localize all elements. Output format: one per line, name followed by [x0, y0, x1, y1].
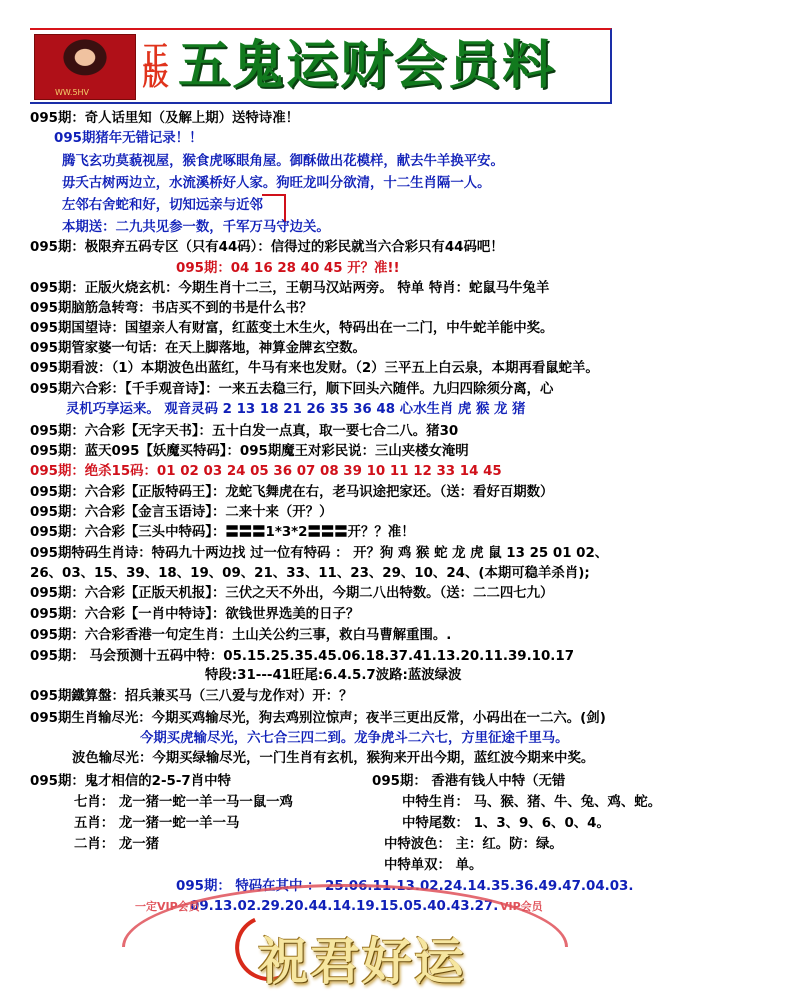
text-line: 095期：极限弃五码专区（只有44码）：信得过的彩民就当六合彩只有44码吧！: [30, 240, 504, 255]
text-line: 中特尾数： 1、3、9、6、0、4。: [402, 816, 610, 831]
stamp-text-left: 一定VIP会员: [135, 900, 200, 913]
text-line: 095期：六合彩香港一句定生肖：土山关公约三事，救白马曹解重围。.: [30, 628, 452, 643]
text-line: 26、03、15、39、18、19、09、21、33、11、23、29、10、24、(本期可稳羊杀肖);: [30, 566, 590, 581]
text-line: 095期：04 16 28 40 45 开？准!!: [176, 261, 400, 276]
text-line: 095期特码生肖诗：特码九十两边找 过一位有特码 ： 开？狗 鸡 猴 蛇 龙 虎 鼠 13 25 01 02、: [30, 546, 609, 561]
text-line: 095期鐵算盤：招兵兼买马（三八爱与龙作对）开：？: [30, 689, 353, 704]
text-line: 095期： 香港有钱人中特（无错: [372, 774, 566, 789]
text-line: 095期猪年无错记录！！: [54, 131, 203, 146]
text-line: 中特单双： 单。: [384, 858, 483, 873]
text-line: 095期：六合彩【无字天书】：五十白发一点真，取一要七合二八。猪30: [30, 424, 459, 439]
text-line: 09.13.02.29.20.44.14.19.15.05.40.43.27.: [190, 899, 499, 914]
text-line: 095期生肖输尽光：今期买鸡输尽光，狗去鸡别泣惊声；夜半三更出反常，小码出在一二六。(剑): [30, 711, 606, 726]
portrait-image: [34, 34, 136, 100]
text-line: 095期：正版火烧玄机：今期生肖十二三，王朝马汉站两旁。 特单 特肖：蛇鼠马牛兔羊: [30, 281, 550, 296]
text-line: 特段:31---41旺尾:6.4.5.7波路:蓝波绿波: [205, 668, 462, 683]
text-line: 五肖： 龙一猪一蛇一羊一马: [74, 816, 240, 831]
text-line: 095期管家婆一句话：在天上脚落地，神算金牌玄空数。: [30, 341, 366, 356]
text-line: 本期送：二九共见参一数，千军万马守边关。: [62, 220, 330, 235]
text-line: 095期：鬼才相信的2-5-7肖中特: [30, 774, 231, 789]
footer-blessing: 祝君好运: [258, 932, 466, 991]
text-line: 毋夭古树两边立，水流溪桥好人家。狗旺龙叫分欲清，十二生肖隔一人。: [62, 176, 491, 191]
text-line: 095期：绝杀15码：01 02 03 24 05 36 07 08 39 10 11 12 33 14 45: [30, 464, 502, 479]
text-line: 二肖： 龙一猪: [74, 837, 160, 852]
zhengban-badge: 正版: [138, 42, 168, 82]
text-line: 095期：六合彩【金言玉语诗】：二来十来（开？）: [30, 505, 333, 520]
header-banner: [30, 28, 612, 104]
portrait-tag: WW.5HV: [55, 88, 90, 97]
text-line: 095期国望诗：国望亲人有财富，红蓝变土木生火，特码出在一二门，中牛蛇羊能中奖。: [30, 321, 554, 336]
stamp-text-right: VIP会员: [500, 900, 543, 913]
text-line: 今期买虎输尽光，六七合三四二到。龙争虎斗二六七，方里征途千里马。: [140, 731, 569, 746]
text-line: 095期脑筋急转弯：书店买不到的书是什么书？: [30, 301, 313, 316]
text-line: 波色输尽光：今期买绿输尽光，一门生肖有玄机，猴狗来开出今期，蓝红波今期来中奖。: [72, 751, 595, 766]
text-line: 095期：六合彩【正版天机报】：三伏之天不外出，今期二八出特数。（送：二二四七九）: [30, 586, 554, 601]
text-line: 095期：蓝天095【妖魔买特码】：095期魔王对彩民说：三山夹楼女淹明: [30, 444, 469, 459]
text-line: 095期：六合彩【三头中特码】：〓〓〓1*3*2〓〓〓开？？准！: [30, 525, 415, 540]
text-line: 灵机巧享运来。 观音灵码 2 13 18 21 26 35 36 48 心水生肖 虎 猴 龙 猪: [66, 402, 526, 417]
text-line: 095期六合彩：【千手观音诗】：一来五去稳三行，顺下回头六随伴。九归四除须分离，心: [30, 382, 554, 397]
page-title: 五鬼运财会员料: [178, 36, 557, 96]
text-line: 腾飞玄功莫藐视屋，猴食虎啄眼角屋。御酥做出花模样，献去牛羊换平安。: [62, 154, 504, 169]
text-line: 095期：六合彩【一肖中特诗】：欲钱世界选美的日子？: [30, 607, 360, 622]
text-line: 095期： 马会预测十五码中特：05.15.25.35.45.06.18.37.41.13.20.11.39.10.17: [30, 649, 575, 664]
text-line: 095期：六合彩【正版特码王】：龙蛇飞舞虎在右，老马识途把家还。（送：看好百期数）: [30, 485, 554, 500]
text-line: 中特波色： 主：红。防：绿。: [384, 837, 563, 852]
text-line: 095期看波：（1）本期波色出蓝红，牛马有来也发财。（2）三平五上白云泉，本期再看鼠蛇羊。: [30, 361, 599, 376]
text-line: 左邻右舍蛇和好，切知远亲与近邻: [62, 198, 263, 213]
text-line: 七肖： 龙一猪一蛇一羊一马一鼠一鸡: [74, 795, 293, 810]
text-line: 095期：奇人话里知（及解上期）送特诗准！: [30, 111, 299, 126]
text-line: 095期： 特码在其中 ： 25.06.11.13.02.24.14.35.36.49.47.04.03.: [176, 879, 634, 894]
text-line: 中特生肖： 马、猴、猪、牛、兔、鸡、蛇。: [402, 795, 662, 810]
highlight-frame: [262, 194, 286, 222]
